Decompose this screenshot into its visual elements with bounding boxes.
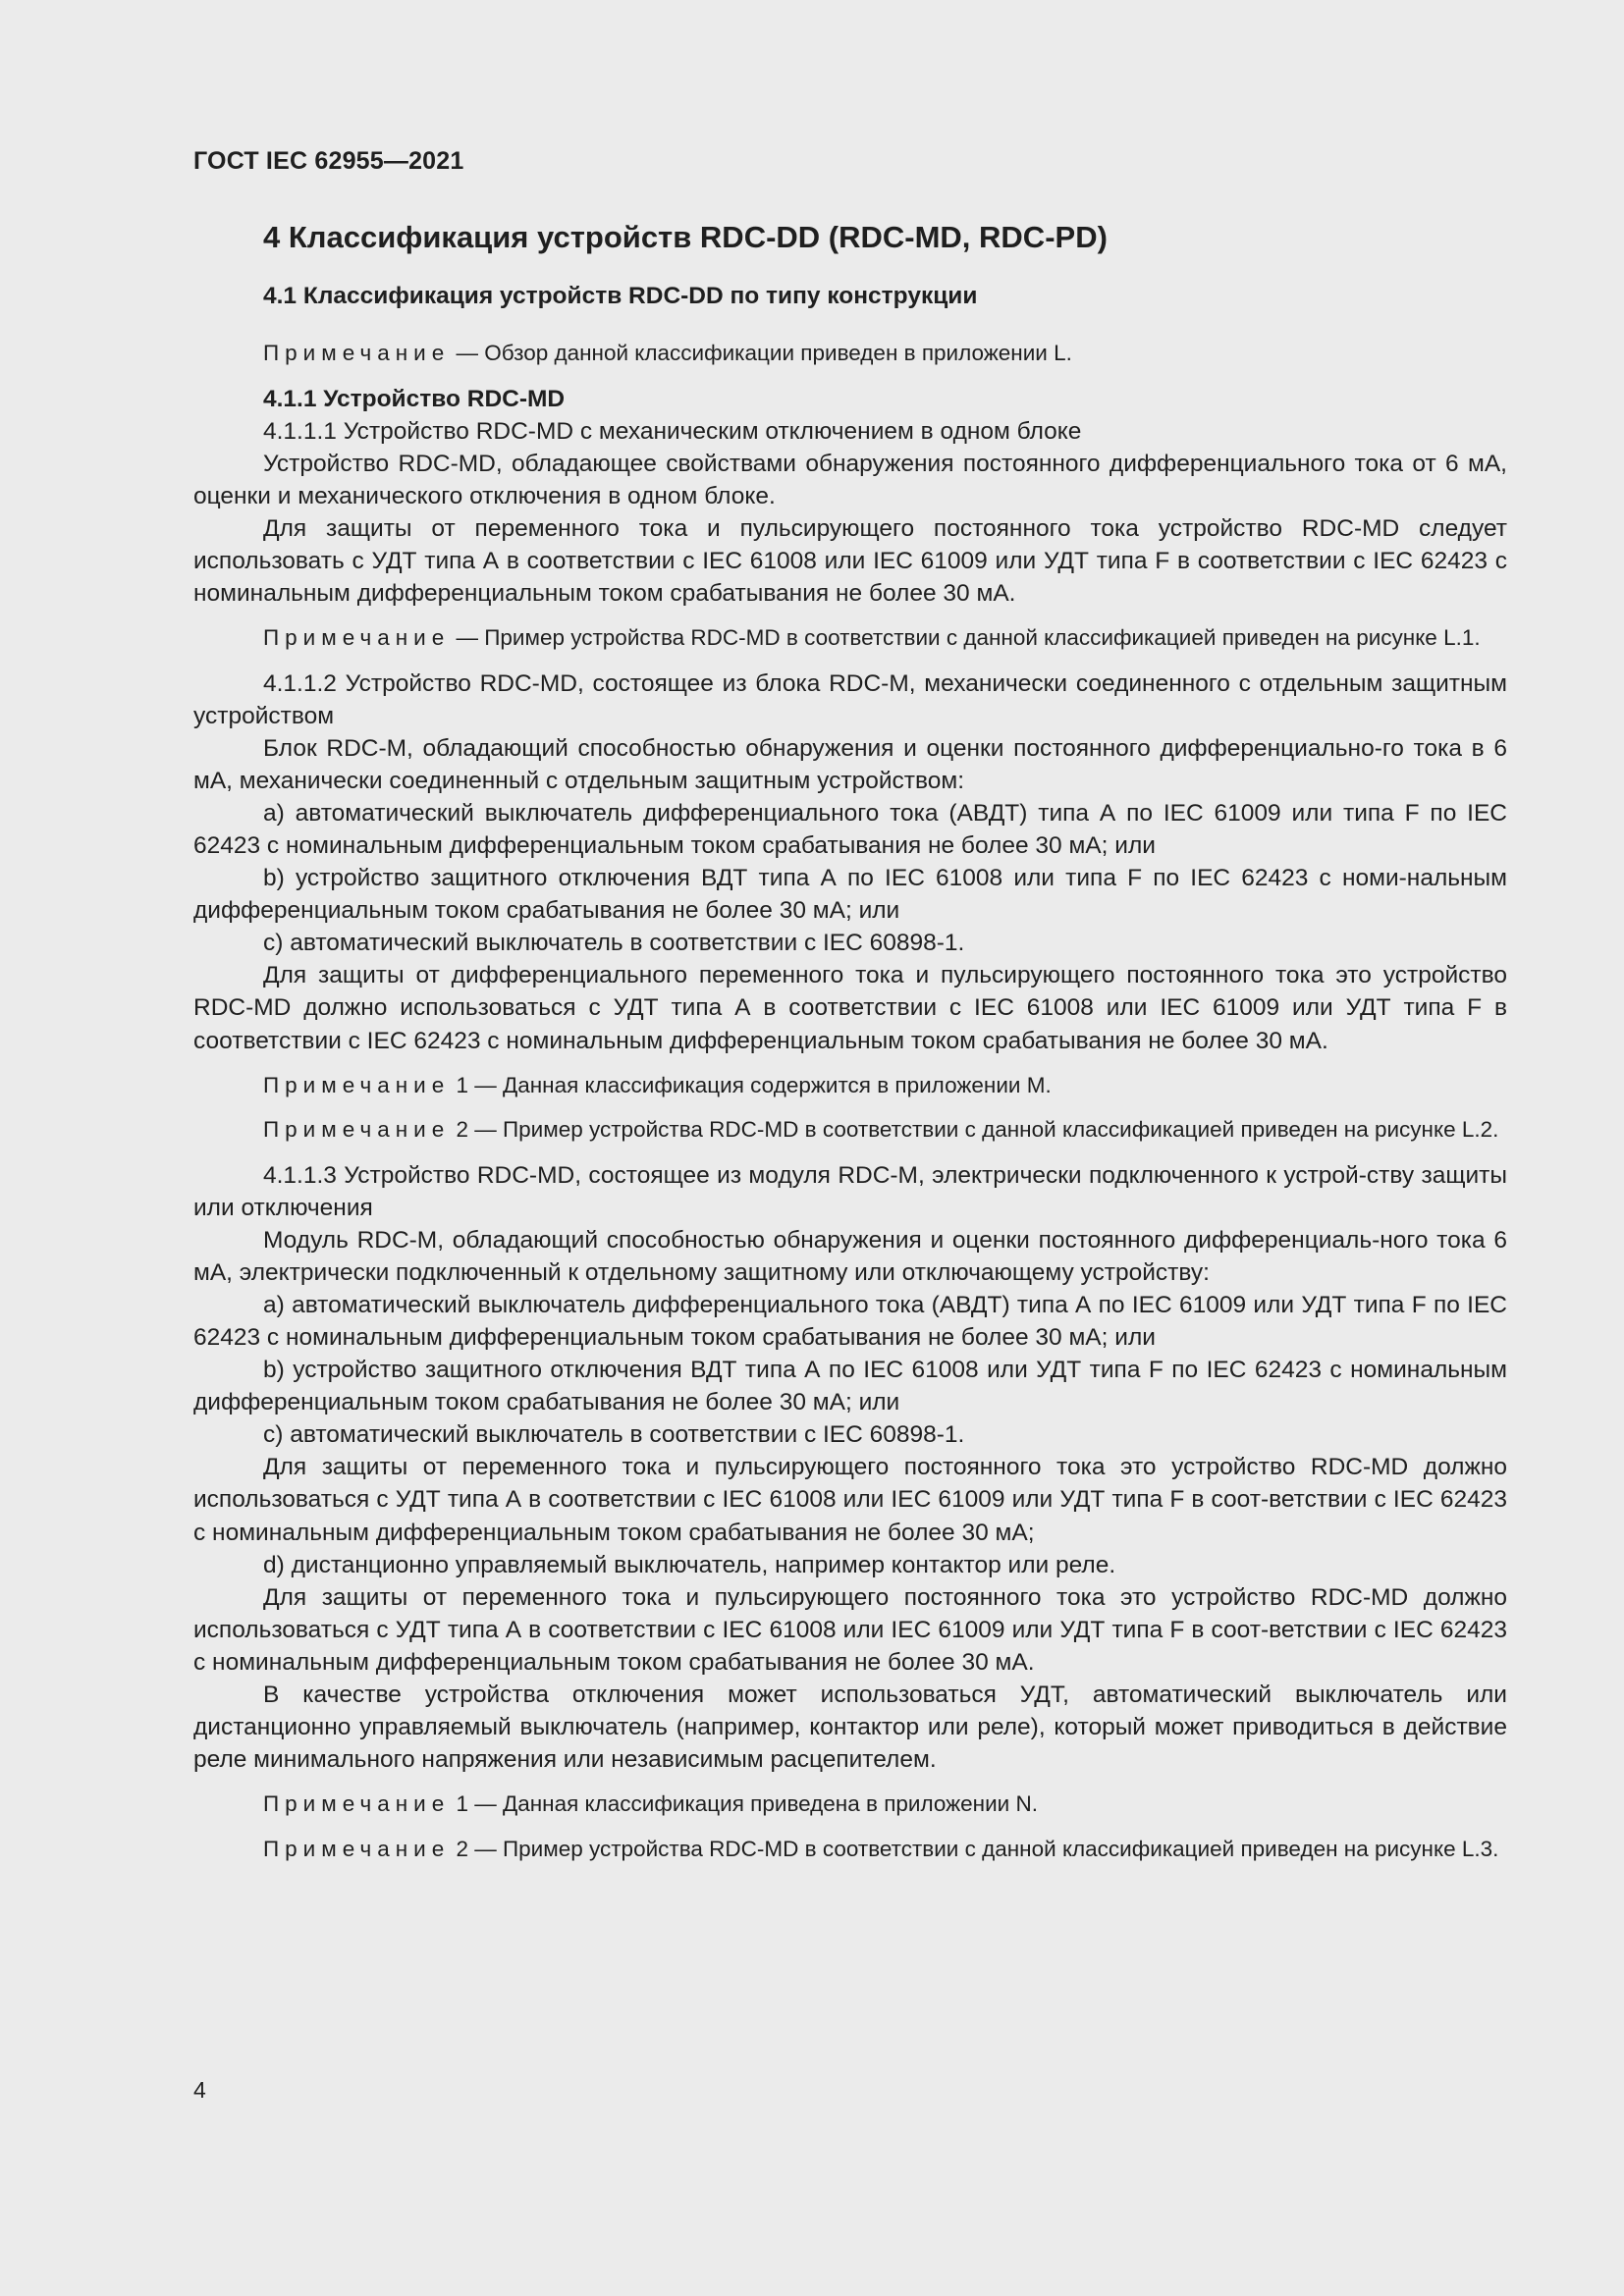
note-overview xyxy=(193,338,1507,370)
list-item-a: a) автоматический выключатель дифференциального тока (АВДТ) типа А по IEC 61009 или УДТ типа F по IEC 62423 с номинальным дифференциальным током срабатывания не более 30 мА; или xyxy=(193,1292,1507,1352)
list-item-d: d) дистанционно управляемый выключатель, например контактор или реле. xyxy=(263,1551,1116,1578)
page-number: 4 xyxy=(193,2077,206,2103)
paragraph: Для защиты от дифференциального переменного тока и пульсирующего постоянного тока это устройство RDC-MD должно использоваться с УДТ типа А в соответствии с IEC 61008 или IEC 61009 или УДТ типа F в соответствии с IEC 62423 с номинальным дифференциальным током срабатывания не более 30 мА. xyxy=(193,962,1507,1054)
note-text: 1 — Данная классификация содержится в приложении М. xyxy=(450,1072,1052,1097)
paragraph-4-1-1-1-title: 4.1.1.1 Устройство RDC-MD с механическим отключением в одном блоке xyxy=(263,417,1082,445)
clause-heading-4-1-1: 4.1.1 Устройство RDC-MD xyxy=(263,385,566,412)
page-content xyxy=(193,218,1507,1878)
note-label: Примечание xyxy=(263,1072,451,1097)
document-code-header: ГОСТ IEC 62955—2021 xyxy=(193,147,464,175)
note-2-example-l3 xyxy=(193,1834,1507,1866)
paragraph: Модуль RDC-M, обладающий способностью обнаружения и оценки постоянного дифференциаль-ного тока 6 мА, электрически подключенный к отдельному защитному или отключающему устройству: xyxy=(193,1226,1507,1287)
note-text: — Пример устройства RDC-MD в соответствии с данной классификацией приведен на рисунке L.1. xyxy=(450,625,1481,651)
section-title: 4 Классификация устройств RDC-DD (RDC-MD, RDC-PD) xyxy=(263,220,1108,254)
subsection-title: 4.1 Классификация устройств RDC-DD по типу конструкции xyxy=(263,283,978,310)
note-text: 2 — Пример устройства RDC-MD в соответствии с данной классификацией приведен на рисунке L.2. xyxy=(450,1117,1499,1143)
list-item-a: a) автоматический выключатель дифференциального тока (АВДТ) типа А по IEC 61009 или типа F по IEC 62423 с номинальным дифференциальным током срабатывания не более 30 мА; или xyxy=(193,800,1507,860)
note-label: Примечание xyxy=(263,1791,451,1817)
list-item-c: c) автоматический выключатель в соответствии с IEC 60898-1. xyxy=(263,1421,965,1449)
note-2-example-l2 xyxy=(193,1114,1507,1147)
paragraph: Для защиты от переменного тока и пульсирующего постоянного тока это устройство RDC-MD должно использоваться с УДТ типа А в соответствии с IEC 61008 или IEC 61009 или УДТ типа F в соот-ветствии с IEC 62423 с номинальным дифференциальным током срабатывания не более 30 мА; xyxy=(193,1454,1507,1546)
list-item-b: b) устройство защитного отключения ВДТ типа А по IEC 61008 или типа F по IEC 62423 с номи-нальным дифференциальным током срабатывания не более 30 мА; или xyxy=(193,865,1507,925)
paragraph: Устройство RDC-MD, обладающее свойствами обнаружения постоянного дифференциального тока от 6 мА, оценки и механического отключения в одном блоке. xyxy=(193,450,1507,509)
note-text: 1 — Данная классификация приведена в приложении N. xyxy=(450,1791,1038,1817)
note-text: — Обзор данной классификации приведен в приложении L. xyxy=(450,341,1072,366)
paragraph-4-1-1-3-title: 4.1.1.3 Устройство RDC-MD, состоящее из модуля RDC-M, электрически подключенного к устрой-ству защиты или отключения xyxy=(193,1161,1507,1221)
list-item-b: b) устройство защитного отключения ВДТ типа А по IEC 61008 или УДТ типа F по IEC 62423 с номинальным дифференциальным током срабатывания не более 30 мА; или xyxy=(193,1357,1507,1416)
paragraph: Для защиты от переменного тока и пульсирующего постоянного тока устройство RDC-MD следует использовать с УДТ типа А в соответствии с IEC 61008 или IEC 61009 или УДТ типа F в соответствии с IEC 62423 с номинальным дифференциальным током срабатывания не более 30 мА. xyxy=(193,515,1507,608)
paragraph-4-1-1-2-title: 4.1.1.2 Устройство RDC-MD, состоящее из блока RDC-M, механически соединенного с отдельным защитным устройством xyxy=(193,669,1507,729)
note-label: Примечание xyxy=(263,1836,451,1861)
list-item-c: c) автоматический выключатель в соответствии с IEC 60898-1. xyxy=(263,930,965,957)
note-1-annex-m xyxy=(193,1070,1507,1102)
note-1-annex-n xyxy=(193,1789,1507,1821)
paragraph: В качестве устройства отключения может использоваться УДТ, автоматический выключатель или дистанционно управляемый выключатель (например, контактор или реле), который может приводиться в действие реле минимального напряжения или независимым расцепителем. xyxy=(193,1681,1507,1773)
paragraph: Блок RDC-M, обладающий способностью обнаружения и оценки постоянного дифференциально-го тока в 6 мА, механически соединенный с отдельным защитным устройством: xyxy=(193,734,1507,795)
note-label: Примечание xyxy=(263,1117,451,1143)
paragraph: Для защиты от переменного тока и пульсирующего постоянного тока это устройство RDC-MD должно использоваться с УДТ типа А в соответствии с IEC 61008 или IEC 61009 или УДТ типа F в соот-ветствии с IEC 62423 с номинальным дифференциальным током срабатывания не более 30 мА. xyxy=(193,1583,1507,1676)
note-label: Примечание xyxy=(263,341,451,366)
note-text: 2 — Пример устройства RDC-MD в соответствии с данной классификацией приведен на рисунке L.3. xyxy=(450,1836,1499,1861)
note-example-l1 xyxy=(193,622,1507,655)
note-label: Примечание xyxy=(263,625,451,651)
